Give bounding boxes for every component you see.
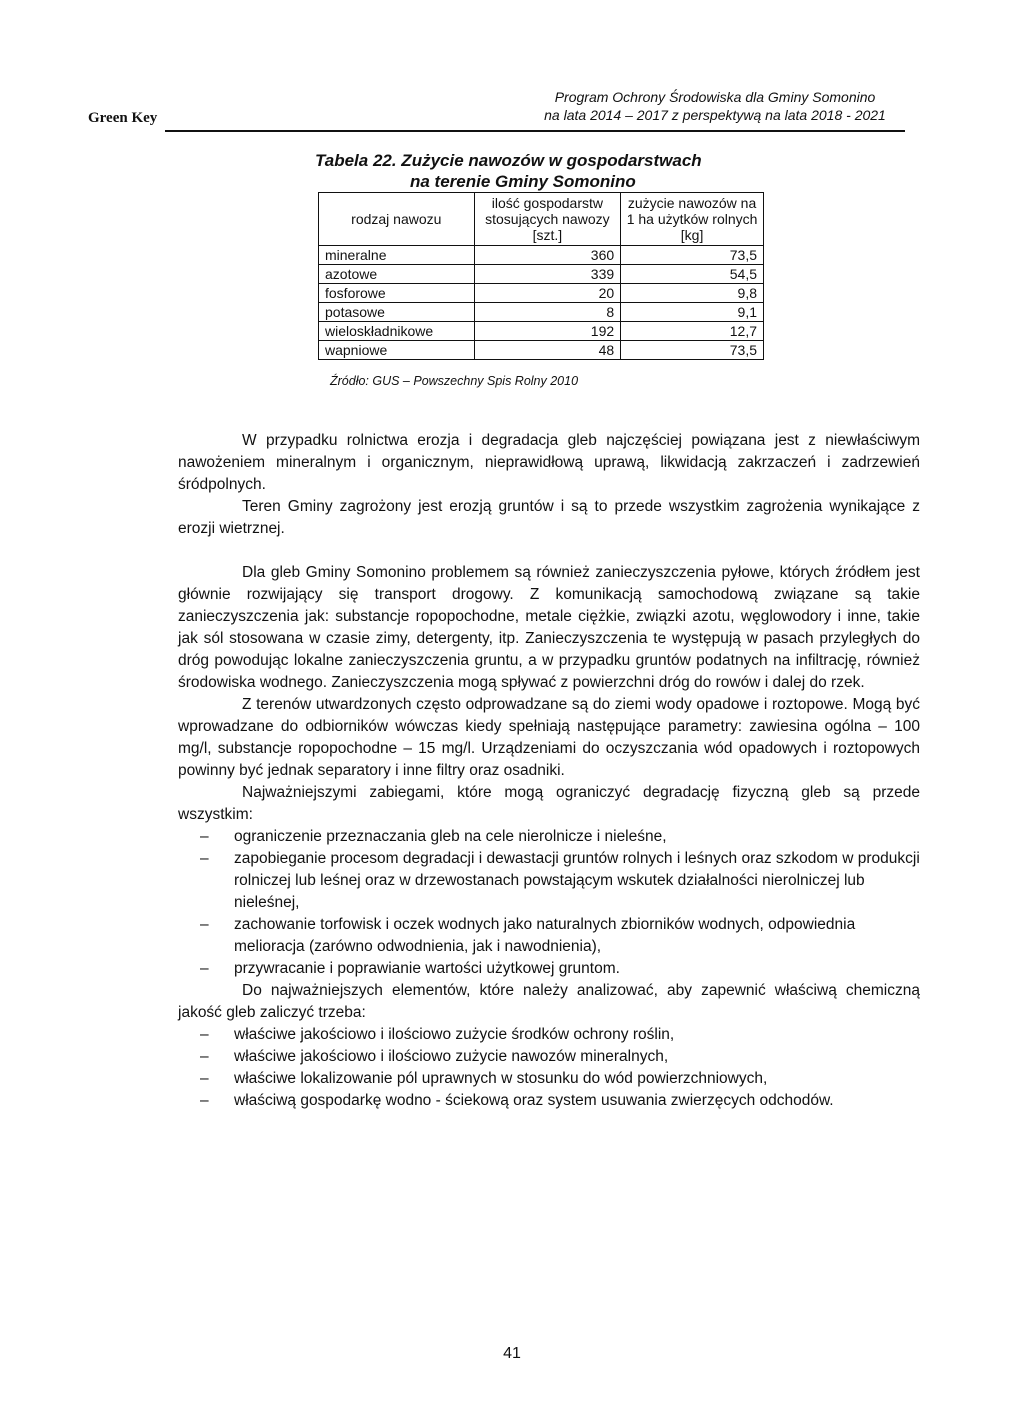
- table-cell: 9,8: [621, 284, 764, 303]
- column-header: rodzaj nawozu: [319, 193, 475, 246]
- list-dash: –: [200, 1026, 209, 1043]
- table-caption-line2: na terenie Gminy Somonino: [410, 172, 636, 191]
- table-row: [319, 322, 764, 341]
- paragraph: Teren Gminy zagrożony jest erozją gruntów i są to przede wszystkim zagrożenia wynikające z erozji wietrznej.: [178, 498, 920, 537]
- table-cell: 12,7: [621, 322, 764, 341]
- list-item-text: właściwą gospodarkę wodno - ściekową oraz system usuwania zwierzęcych odchodów.: [234, 1092, 834, 1109]
- table-cell: fosforowe: [319, 284, 475, 303]
- list-item: [178, 914, 920, 958]
- paragraph: Najważniejszymi zabiegami, które mogą ograniczyć degradację fizyczną gleb są przede wszystkim:: [178, 784, 920, 823]
- list-item-text: zachowanie torfowisk i oczek wodnych jako naturalnych zbiorników wodnych, odpowiednia melioracja (zarówno odwodnienia, jak i nawodnienia),: [234, 916, 856, 955]
- table-cell: potasowe: [319, 303, 475, 322]
- fertilizer-table: [318, 192, 764, 360]
- list-dash: –: [200, 960, 209, 977]
- table-cell: wapniowe: [319, 341, 475, 360]
- table-cell: wieloskładnikowe: [319, 322, 475, 341]
- table-cell: 339: [474, 265, 621, 284]
- table-cell: 73,5: [621, 246, 764, 265]
- header-title-line1: Program Ochrony Środowiska dla Gminy Somonino: [554, 89, 876, 105]
- table-row: [319, 265, 764, 284]
- column-header: ilość gospodarstw stosujących nawozy [szt.]: [474, 193, 621, 246]
- paragraph: Dla gleb Gminy Somonino problemem są również zanieczyszczenia pyłowe, których źródłem jest głównie rozwijający się transport drogowy. Z komunikacją samochodową związane są takie zanieczyszczenia jak: substancje ropopochodne, metale ciężkie, związki azotu, węglowodory i inne, takie jak sól stosowana w czasie zimy, detergenty, itp. Zanieczyszczenia te występują w pasach przyległych do dróg powodując lokalne zanieczyszczenia gruntu, a w przypadku gruntów podatnych na infiltrację, również środowiska wodnego. Zanieczyszczenia mogą spływać z powierzchni dróg do rowów i dalej do rzek.: [178, 564, 920, 691]
- list-item-text: właściwe jakościowo i ilościowo zużycie nawozów mineralnych,: [234, 1048, 669, 1065]
- table-source: Źródło: GUS – Powszechny Spis Rolny 2010: [330, 374, 579, 388]
- list-item: [178, 1068, 920, 1090]
- list-item-text: właściwe lokalizowanie pól uprawnych w stosunku do wód powierzchniowych,: [234, 1070, 768, 1087]
- table-cell: 48: [474, 341, 621, 360]
- list-dash: –: [200, 1070, 209, 1087]
- list-dash: –: [200, 916, 209, 933]
- table-cell: 73,5: [621, 341, 764, 360]
- header-title-line2: na lata 2014 – 2017 z perspektywą na lata 2018 - 2021: [544, 107, 886, 123]
- list-item: [178, 1046, 920, 1068]
- table-row: [319, 341, 764, 360]
- company-name: Green Key: [88, 110, 158, 126]
- degradation-measures-list: [178, 826, 920, 980]
- list-item: [178, 1024, 920, 1046]
- body-text: [178, 430, 920, 1112]
- table-cell: 360: [474, 246, 621, 265]
- list-item: [178, 1090, 920, 1112]
- list-item: [178, 848, 920, 914]
- list-dash: –: [200, 828, 209, 845]
- list-item: [178, 826, 920, 848]
- list-dash: –: [200, 1092, 209, 1109]
- table-cell: 8: [474, 303, 621, 322]
- table-cell: 9,1: [621, 303, 764, 322]
- table-cell: 20: [474, 284, 621, 303]
- list-item: [178, 958, 920, 980]
- table-row: [319, 284, 764, 303]
- table-caption-line1: Tabela 22. Zużycie nawozów w gospodarstwach: [315, 151, 702, 170]
- table-cell: 54,5: [621, 265, 764, 284]
- paragraph: Do najważniejszych elementów, które należy analizować, aby zapewnić właściwą chemiczną jakość gleb zaliczyć trzeba:: [178, 982, 920, 1021]
- header-divider: [165, 130, 905, 132]
- running-header: [520, 88, 910, 124]
- list-dash: –: [200, 1048, 209, 1065]
- table-caption: [315, 150, 785, 192]
- page-number: 41: [503, 1345, 521, 1362]
- table-row: [319, 246, 764, 265]
- list-dash: –: [200, 850, 209, 867]
- table-cell: mineralne: [319, 246, 475, 265]
- list-item-text: zapobieganie procesom degradacji i dewastacji gruntów rolnych i leśnych oraz szkodom w produkcji rolniczej lub leśnej oraz w drzewostanach powstającym wskutek działalności nierolniczej lub nieleśnej,: [234, 850, 920, 911]
- paragraph: Z terenów utwardzonych często odprowadzane są do ziemi wody opadowe i roztopowe. Mogą być wprowadzane do odbiorników wówczas kiedy spełniają następujące parametry: zawiesina ogólna – 100 mg/l, substancje ropopochodne – 15 mg/l. Urządzeniami do oczyszczania wód opadowych i roztopowych powinny być jednak separatory i inne filtry oraz osadniki.: [178, 696, 920, 779]
- column-header: zużycie nawozów na 1 ha użytków rolnych [kg]: [621, 193, 764, 246]
- list-item-text: właściwe jakościowo i ilościowo zużycie środków ochrony roślin,: [234, 1026, 675, 1043]
- list-item-text: przywracanie i poprawianie wartości użytkowej gruntom.: [234, 960, 620, 977]
- table-header-row: [319, 193, 764, 246]
- list-item-text: ograniczenie przeznaczania gleb na cele nierolnicze i nieleśne,: [234, 828, 667, 845]
- chemical-quality-list: [178, 1024, 920, 1112]
- paragraph: W przypadku rolnictwa erozja i degradacja gleb najczęściej powiązana jest z niewłaściwym nawożeniem mineralnym i organicznym, nieprawidłową uprawą, likwidacją zakrzaczeń i zadrzewień śródpolnych.: [178, 432, 920, 493]
- table-row: [319, 303, 764, 322]
- table-cell: azotowe: [319, 265, 475, 284]
- table-cell: 192: [474, 322, 621, 341]
